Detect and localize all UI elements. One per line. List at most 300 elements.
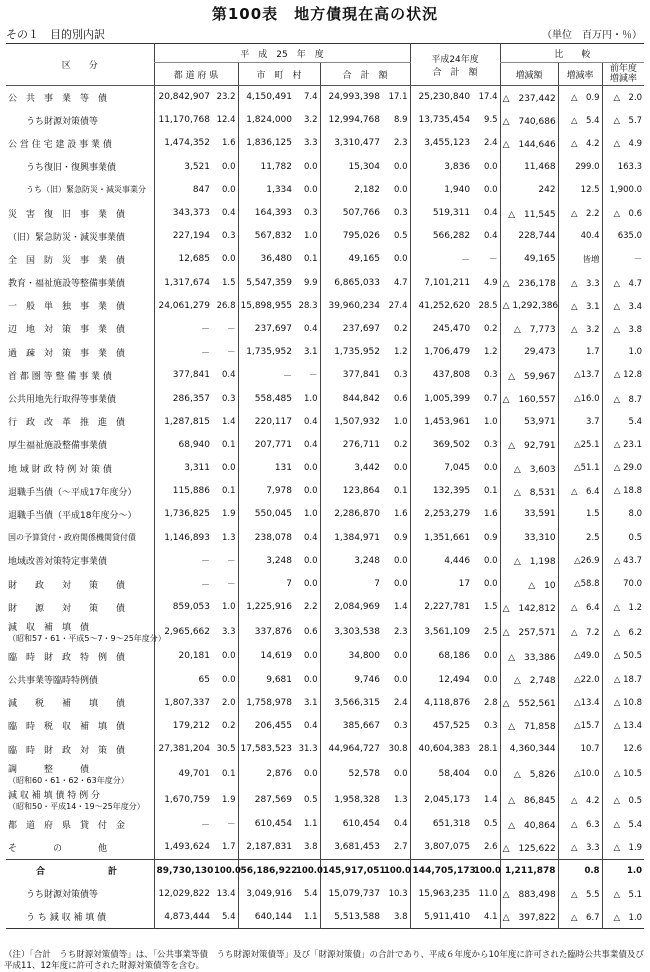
- municipality-share: 0.5: [303, 794, 318, 805]
- municipality-value: 131: [238, 457, 294, 480]
- table-row: [6, 572, 644, 595]
- diff-value: △ 59,967: [500, 364, 558, 387]
- total-share: 1.3: [394, 794, 408, 805]
- prefecture-value: 1,317,674: [154, 271, 212, 294]
- row-label-sub: （昭和50・平成14・19～25年度分）: [8, 801, 145, 811]
- rate-value: 0.8: [558, 859, 602, 882]
- diff-value: △ 740,686: [500, 109, 558, 132]
- prefecture-value: 1,287,815: [154, 410, 212, 433]
- municipality-share: 3.1: [303, 347, 318, 358]
- prefecture-value: 11,170,768: [154, 109, 212, 132]
- table-row: [6, 178, 644, 201]
- prefecture-value: 12,029,822: [154, 882, 212, 905]
- fy2012-share: 2.4: [484, 138, 498, 149]
- total-share: 2.4: [394, 697, 408, 708]
- fy2012-share: 11.0: [478, 888, 498, 899]
- fy2012-share: 0.0: [484, 579, 498, 590]
- total-value: 15,304: [320, 155, 382, 178]
- fy2012-value: 519,311: [410, 201, 472, 224]
- rate-value: △ 3.3: [558, 836, 602, 859]
- total-value: 44,964,727: [320, 738, 382, 761]
- municipality-share: 3.8: [303, 842, 318, 853]
- fy2012-share: 0.0: [484, 184, 498, 195]
- diff-value: △ 5,826: [500, 761, 558, 787]
- fy2012-value: －: [410, 248, 472, 271]
- total-value: 1,735,952: [320, 341, 382, 364]
- total-share: 2.3: [394, 138, 408, 149]
- total-value: 52,578: [320, 761, 382, 787]
- rate-value: △ 5.5: [558, 882, 602, 905]
- total-value: 5,513,588: [320, 906, 382, 929]
- diff-value: △ 86,845: [500, 787, 558, 813]
- row-label: [6, 596, 154, 619]
- row-label: [6, 738, 154, 761]
- page-title: 第100表 地方債現在高の状況: [211, 5, 439, 23]
- fy2012-share: 0.4: [484, 231, 498, 242]
- prev-rate-value: △ 43.7: [602, 549, 644, 572]
- fy2012-share: 1.6: [484, 509, 498, 520]
- total-share: 0.2: [394, 323, 408, 334]
- municipality-share: 0.0: [303, 579, 318, 590]
- rate-value: △ 6.3: [558, 813, 602, 836]
- municipality-share: 0.0: [303, 768, 318, 779]
- diff-value: 228,744: [500, 225, 558, 248]
- prev-rate-value: △ 4.9: [602, 132, 644, 155]
- municipality-share: 28.3: [298, 300, 318, 311]
- prefecture-share: 1.5: [221, 277, 236, 288]
- rate-value: △ 2.2: [558, 201, 602, 224]
- rate-value: 1.7: [558, 341, 602, 364]
- row-label: [6, 503, 154, 526]
- row-label: [6, 549, 154, 572]
- total-value: 3,566,315: [320, 691, 382, 714]
- prefecture-share: 5.4: [221, 911, 236, 922]
- rate-value: 2.5: [558, 526, 602, 549]
- rate-value: 3.7: [558, 410, 602, 433]
- row-label: [6, 691, 154, 714]
- total-value: 12,994,768: [320, 109, 382, 132]
- row-label-text: 合 計: [36, 867, 118, 878]
- fy2012-value: 1,005,399: [410, 387, 472, 410]
- table-row: [6, 271, 644, 294]
- total-share: 8.9: [394, 115, 408, 126]
- fy2012-value: 68,186: [410, 645, 472, 668]
- row-label-text: 厚生福祉施設整備事業債: [8, 441, 108, 452]
- prev-rate-value: 1.0: [602, 341, 644, 364]
- prefecture-share: 0.1: [221, 768, 236, 779]
- municipality-share: 0.4: [303, 323, 318, 334]
- total-share: 0.1: [394, 486, 408, 497]
- prefecture-share: －: [226, 820, 236, 831]
- fy2012-value: 1,706,479: [410, 341, 472, 364]
- municipality-share: 5.4: [303, 888, 318, 899]
- rate-value: 40.4: [558, 225, 602, 248]
- prefecture-share: 1.9: [221, 509, 236, 520]
- prefecture-share: 0.2: [221, 720, 236, 731]
- prefecture-value: －: [154, 317, 212, 340]
- row-label: [6, 526, 154, 549]
- prev-rate-value: △ 12.8: [602, 364, 644, 387]
- rate-value: △15.7: [558, 714, 602, 737]
- diff-value: △ 160,557: [500, 387, 558, 410]
- fy2012-value: 40,604,383: [410, 738, 472, 761]
- total-share: 0.9: [394, 532, 408, 543]
- row-label: [6, 364, 154, 387]
- table-row: [6, 433, 644, 456]
- prev-rate-value: △ 5.7: [602, 109, 644, 132]
- total-value: 610,454: [320, 813, 382, 836]
- prefecture-value: －: [154, 549, 212, 572]
- municipality-share: 1.0: [303, 509, 318, 520]
- prefecture-share: 0.0: [221, 254, 236, 265]
- prefecture-share: 0.0: [221, 161, 236, 172]
- prefecture-value: 27,381,204: [154, 738, 212, 761]
- table-row: [6, 225, 644, 248]
- prefecture-share: 0.0: [221, 463, 236, 474]
- row-label-text: うち財源対策債等: [26, 890, 99, 901]
- fy2012-share: 0.3: [484, 370, 498, 381]
- municipality-share: －: [308, 371, 318, 382]
- total-value: 34,800: [320, 645, 382, 668]
- fy2012-share: 4.9: [484, 277, 498, 288]
- prefecture-share: 0.4: [221, 208, 236, 219]
- row-label-text: 行 政 改 革 推 進 債: [8, 418, 126, 429]
- prefecture-share: 0.1: [221, 486, 236, 497]
- total-value: 507,766: [320, 201, 382, 224]
- total-share: 0.0: [394, 463, 408, 474]
- municipality-share: 1.0: [303, 393, 318, 404]
- prev-rate-value: △ 18.8: [602, 480, 644, 503]
- total-share: 0.0: [394, 651, 408, 662]
- municipality-value: 2,876: [238, 761, 294, 787]
- municipality-share: 0.0: [303, 161, 318, 172]
- prefecture-share: 1.7: [221, 842, 236, 853]
- header-fiscal-2012: [410, 44, 500, 86]
- municipality-value: 287,569: [238, 787, 294, 813]
- total-share: 0.0: [394, 184, 408, 195]
- table-row: [6, 787, 644, 813]
- row-label: [6, 787, 154, 813]
- total-share: 0.0: [394, 579, 408, 590]
- row-label-text: 地域改善対策特定事業債: [8, 557, 108, 568]
- prefecture-share: 1.9: [221, 794, 236, 805]
- total-share: 1.0: [394, 416, 408, 427]
- municipality-value: 238,078: [238, 526, 294, 549]
- prev-rate-value: △ 4.7: [602, 271, 644, 294]
- total-value: 49,165: [320, 248, 382, 271]
- header-comparison: 比 較: [500, 44, 644, 63]
- total-share: 0.0: [394, 555, 408, 566]
- row-label-text: 首 都 圏 等 整 備 事 業 債: [8, 371, 112, 382]
- table-row: [6, 761, 644, 787]
- row-label-text: 減 収 補 填 債 特 例 分: [8, 790, 101, 801]
- prev-rate-value: 0.5: [602, 526, 644, 549]
- row-label-text: 臨 時 財 政 特 例 債: [8, 652, 126, 663]
- prev-rate-value: 70.0: [602, 572, 644, 595]
- fy2012-value: 457,525: [410, 714, 472, 737]
- total-value: 15,079,737: [320, 882, 382, 905]
- table-row: [6, 714, 644, 737]
- row-label: [6, 457, 154, 480]
- total-share: 0.3: [394, 370, 408, 381]
- rate-value: △ 0.9: [558, 86, 602, 109]
- prev-rate-value: △ 1.9: [602, 836, 644, 859]
- fy2012-share: 0.3: [484, 720, 498, 731]
- rate-value: △13.7: [558, 364, 602, 387]
- total-value: 237,697: [320, 317, 382, 340]
- municipality-value: 1,334: [238, 178, 294, 201]
- rate-value: △ 4.2: [558, 787, 602, 813]
- total-value: 795,026: [320, 225, 382, 248]
- table-row: [6, 619, 644, 645]
- row-label: [6, 132, 154, 155]
- total-value: 2,286,870: [320, 503, 382, 526]
- prefecture-value: 89,730,130: [154, 859, 212, 882]
- municipality-share: 0.1: [303, 254, 318, 265]
- total-value: 3,248: [320, 549, 382, 572]
- rate-value: △51.1: [558, 457, 602, 480]
- prefecture-share: 0.3: [221, 231, 236, 242]
- diff-value: △ 2,748: [500, 668, 558, 691]
- municipality-share: 0.4: [303, 532, 318, 543]
- fy2012-value: 2,045,173: [410, 787, 472, 813]
- table-row: [6, 549, 644, 572]
- table-row: [6, 86, 644, 109]
- fy2012-share: 0.0: [484, 161, 498, 172]
- fy2012-share: 0.1: [484, 486, 498, 497]
- prefecture-share: 0.0: [221, 184, 236, 195]
- municipality-share: 0.4: [303, 720, 318, 731]
- fy2012-share: 0.5: [484, 819, 498, 830]
- prev-rate-value: 1,900.0: [602, 178, 644, 201]
- row-label: [6, 761, 154, 787]
- prefecture-value: 65: [154, 668, 212, 691]
- prev-rate-value: 1.0: [602, 859, 644, 882]
- municipality-value: 610,454: [238, 813, 294, 836]
- table-row: [6, 410, 644, 433]
- prev-rate-value: 12.6: [602, 738, 644, 761]
- prefecture-share: 0.4: [221, 370, 236, 381]
- municipality-value: 9,681: [238, 668, 294, 691]
- fy2012-value: 1,453,961: [410, 410, 472, 433]
- fy2012-value: 651,318: [410, 813, 472, 836]
- prefecture-value: 3,521: [154, 155, 212, 178]
- rate-value: △ 6.4: [558, 596, 602, 619]
- rate-value: △22.0: [558, 668, 602, 691]
- table-row: [6, 457, 644, 480]
- prev-rate-value: 5.4: [602, 410, 644, 433]
- fy2012-share: 1.4: [484, 794, 498, 805]
- municipality-value: 3,049,916: [238, 882, 294, 905]
- prefecture-value: 377,841: [154, 364, 212, 387]
- table-row: [6, 132, 644, 155]
- row-label: [6, 86, 154, 109]
- table-row: [6, 668, 644, 691]
- header-rate: 増減率: [558, 63, 602, 86]
- prev-rate-value: △ 18.7: [602, 668, 644, 691]
- prefecture-value: 227,194: [154, 225, 212, 248]
- row-label: [6, 813, 154, 836]
- row-label-text: 財 源 対 策 債: [8, 603, 126, 614]
- diff-value: △ 8,531: [500, 480, 558, 503]
- fy2012-value: 3,836: [410, 155, 472, 178]
- fy2012-value: 15,963,235: [410, 882, 472, 905]
- fy2012-share: 9.5: [484, 115, 498, 126]
- total-share: 17.1: [388, 92, 408, 103]
- row-label: [6, 714, 154, 737]
- total-value: 3,681,453: [320, 836, 382, 859]
- fy2012-share: 0.0: [484, 651, 498, 662]
- header-category: 区 分: [6, 44, 154, 86]
- municipality-value: 2,187,831: [238, 836, 294, 859]
- total-share: 0.0: [394, 254, 408, 265]
- unit-label: （単位 百万円・％）: [542, 30, 642, 41]
- municipality-value: 11,782: [238, 155, 294, 178]
- fy2012-value: 41,252,620: [410, 294, 472, 317]
- prev-rate-value: △ 2.0: [602, 86, 644, 109]
- fy2012-share: 0.0: [484, 768, 498, 779]
- fy2012-value: 1,351,661: [410, 526, 472, 549]
- prefecture-value: 12,685: [154, 248, 212, 271]
- municipality-value: 17,583,523: [238, 738, 294, 761]
- table-row: [6, 248, 644, 271]
- diff-value: △ 883,498: [500, 882, 558, 905]
- municipality-value: 207,771: [238, 433, 294, 456]
- diff-value: △ 3,603: [500, 457, 558, 480]
- row-label-text: 臨 時 税 収 補 填 債: [8, 722, 126, 733]
- diff-value: △ 397,822: [500, 906, 558, 929]
- fy2012-value: 4,118,876: [410, 691, 472, 714]
- table-row: [6, 813, 644, 836]
- row-label-text: 調 整 債: [8, 764, 90, 775]
- table-subtitle: その１ 目的別内訳: [6, 28, 105, 41]
- diff-value: 11,468: [500, 155, 558, 178]
- municipality-value: 36,480: [238, 248, 294, 271]
- row-label: [6, 294, 154, 317]
- municipality-share: 0.0: [303, 184, 318, 195]
- diff-value: △ 7,773: [500, 317, 558, 340]
- table-row: [6, 201, 644, 224]
- header-fiscal-2012-total: 合 計 額: [432, 67, 478, 78]
- total-share: 1.2: [394, 347, 408, 358]
- diff-value: △ 237,442: [500, 86, 558, 109]
- municipality-share: 0.3: [303, 208, 318, 219]
- row-label-text: 減 収 補 填 債: [8, 622, 90, 633]
- table-row: [6, 526, 644, 549]
- prefecture-share: 1.6: [221, 138, 236, 149]
- rate-value: △16.0: [558, 387, 602, 410]
- fy2012-value: 245,470: [410, 317, 472, 340]
- prefecture-share: 3.3: [221, 626, 236, 637]
- diff-value: △ 236,178: [500, 271, 558, 294]
- prefecture-value: 68,940: [154, 433, 212, 456]
- table-row: [6, 906, 644, 929]
- rate-value: △49.0: [558, 645, 602, 668]
- total-share: 30.8: [388, 744, 408, 755]
- municipality-share: 9.9: [303, 277, 318, 288]
- prev-rate-value: △ 0.5: [602, 787, 644, 813]
- municipality-value: 3,248: [238, 549, 294, 572]
- prefecture-value: 286,357: [154, 387, 212, 410]
- fy2012-share: 28.5: [478, 300, 498, 311]
- table-row: [6, 387, 644, 410]
- prev-rate-value: △ 29.0: [602, 457, 644, 480]
- prev-rate-value: 163.3: [602, 155, 644, 178]
- total-share: 2.3: [394, 626, 408, 637]
- total-share: 27.4: [388, 300, 408, 311]
- fy2012-share: 2.6: [484, 842, 498, 853]
- total-value: 123,864: [320, 480, 382, 503]
- prefecture-value: 179,212: [154, 714, 212, 737]
- fy2012-value: 369,502: [410, 433, 472, 456]
- rate-value: △13.4: [558, 691, 602, 714]
- total-value: 2,084,969: [320, 596, 382, 619]
- prefecture-share: 1.3: [221, 532, 236, 543]
- rate-value: △ 6.4: [558, 480, 602, 503]
- total-share: 1.6: [394, 509, 408, 520]
- prefecture-value: 1,146,893: [154, 526, 212, 549]
- municipality-value: 558,485: [238, 387, 294, 410]
- prefecture-share: 12.4: [216, 115, 236, 126]
- fy2012-share: 1.5: [484, 602, 498, 613]
- rate-value: 299.0: [558, 155, 602, 178]
- row-label-text: 地 域 財 政 特 例 対 策 債: [8, 464, 112, 475]
- diff-value: △ 92,791: [500, 433, 558, 456]
- row-label-text: 公共用地先行取得等事業債: [8, 395, 117, 406]
- fy2012-share: 0.9: [484, 532, 498, 543]
- row-label-text: 全 国 防 災 事 業 債: [8, 255, 126, 266]
- municipality-value: 14,619: [238, 645, 294, 668]
- prev-rate-value: △ 8.7: [602, 387, 644, 410]
- prev-rate-value: 8.0: [602, 503, 644, 526]
- total-value: 39,960,234: [320, 294, 382, 317]
- fy2012-value: 3,807,075: [410, 836, 472, 859]
- municipality-share: 1.1: [303, 911, 318, 922]
- table-row: [6, 341, 644, 364]
- total-share: 2.7: [394, 842, 408, 853]
- municipality-value: 5,547,359: [238, 271, 294, 294]
- rate-value: △ 3.2: [558, 317, 602, 340]
- prefecture-share: 23.2: [216, 92, 236, 103]
- diff-value: △ 142,812: [500, 596, 558, 619]
- rate-value: △ 4.2: [558, 132, 602, 155]
- table-row: [6, 836, 644, 859]
- fy2012-share: 0.4: [484, 208, 498, 219]
- fy2012-value: 7,045: [410, 457, 472, 480]
- row-label-text: 公 共 事 業 等 債: [8, 93, 108, 104]
- table-row: [6, 109, 644, 132]
- header-diff: 増減額: [500, 63, 558, 86]
- table-row: [6, 503, 644, 526]
- fy2012-share: 4.1: [484, 911, 498, 922]
- fy2012-value: 3,561,109: [410, 619, 472, 645]
- table-row: [6, 691, 644, 714]
- prefecture-value: 1,736,825: [154, 503, 212, 526]
- prev-rate-value: △ 10.8: [602, 691, 644, 714]
- diff-value: △ 33,386: [500, 645, 558, 668]
- row-label: [6, 433, 154, 456]
- fy2012-value: 25,230,840: [410, 86, 472, 109]
- municipality-share: 3.1: [303, 697, 318, 708]
- municipality-value: 220,117: [238, 410, 294, 433]
- total-share: 0.0: [394, 161, 408, 172]
- municipality-share: 31.3: [298, 744, 318, 755]
- row-label: [6, 836, 154, 859]
- row-label-text: （旧）緊急防災・減災事業債: [8, 232, 126, 243]
- table-row: [6, 294, 644, 317]
- total-value: 6,865,033: [320, 271, 382, 294]
- table-row: [6, 859, 644, 882]
